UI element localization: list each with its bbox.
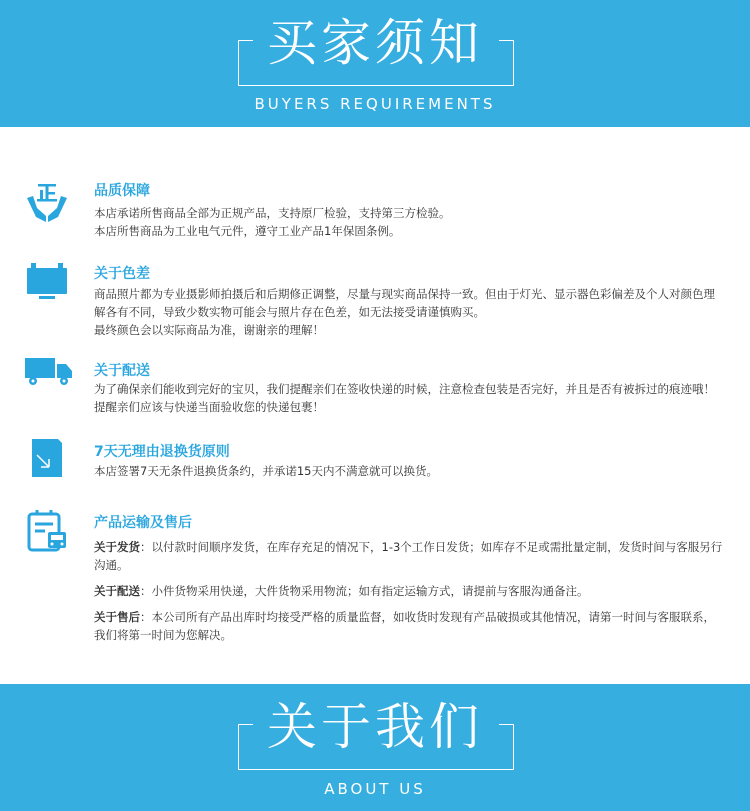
item-label: 关于配送 (94, 584, 140, 598)
color-monitor-icon (24, 260, 70, 306)
clipboard-bus-icon (24, 508, 70, 554)
footer-subtitle: ABOUT US (316, 780, 434, 798)
aftersales-item (94, 582, 724, 600)
section-title: 关于配送 (94, 363, 150, 379)
section-title: 关于色差 (94, 266, 150, 282)
section-line: 本店签署7天无条件退换货条约，并承诺15天内不满意就可以换货。 (94, 464, 438, 478)
section-title: 7天无理由退换货原则 (94, 444, 230, 460)
section-line: 本店所售商品为工业电气元件，遵守工业产品1年保固条例。 (94, 224, 401, 238)
return-package-icon (24, 437, 70, 483)
item-text: ：本公司所有产品出库时均接受严格的质量监督，如收货时发现有产品破损或其他情况，请第一时间与客服联系，我们将第一时间为您解决。 (94, 610, 715, 642)
header-title: 买家须知 (259, 14, 491, 72)
quality-shield-icon (24, 180, 70, 226)
delivery-truck-icon (24, 352, 74, 398)
section-title: 品质保障 (94, 183, 150, 199)
header-subtitle: BUYERS REQUIREMENTS (247, 95, 504, 113)
item-text: ：小件货物采用快递，大件货物采用物流；如有指定运输方式，请提前与客服沟通备注。 (140, 584, 589, 598)
section-line: 商品照片都为专业摄影师拍摄后和后期修正调整，尽量与现实商品保持一致。但由于灯光、显示器色彩偏差及个人对颜色理解各有不同，导致少数实物可能会与照片存在色差，如无法接受请谨慎购买。 (94, 287, 715, 319)
section-line: 最终颜色会以实际商品为准，谢谢亲的理解！ (94, 323, 324, 337)
item-label: 关于发货 (94, 540, 140, 554)
item-label: 关于售后 (94, 610, 140, 624)
footer-title: 关于我们 (259, 698, 491, 756)
aftersales-item (94, 608, 724, 644)
section-line: 本店承诺所售商品全部为正规产品，支持原厂检验，支持第三方检验。 (94, 206, 451, 220)
item-text: ：以付款时间顺序发货，在库存充足的情况下，1-3个工作日发货；如库存不足或需批量定制，发货时间与客服另行沟通。 (94, 540, 723, 572)
section-title: 产品运输及售后 (94, 515, 192, 531)
header-banner (0, 0, 750, 127)
aftersales-item (94, 538, 724, 574)
footer-banner (0, 684, 750, 811)
section-line: 为了确保亲们能收到完好的宝贝，我们提醒亲们在签收快递的时候，注意检查包装是否完好，并且是否有被拆过的痕迹哦！提醒亲们应该与快递当面验收您的快递包裹！ (94, 382, 715, 414)
